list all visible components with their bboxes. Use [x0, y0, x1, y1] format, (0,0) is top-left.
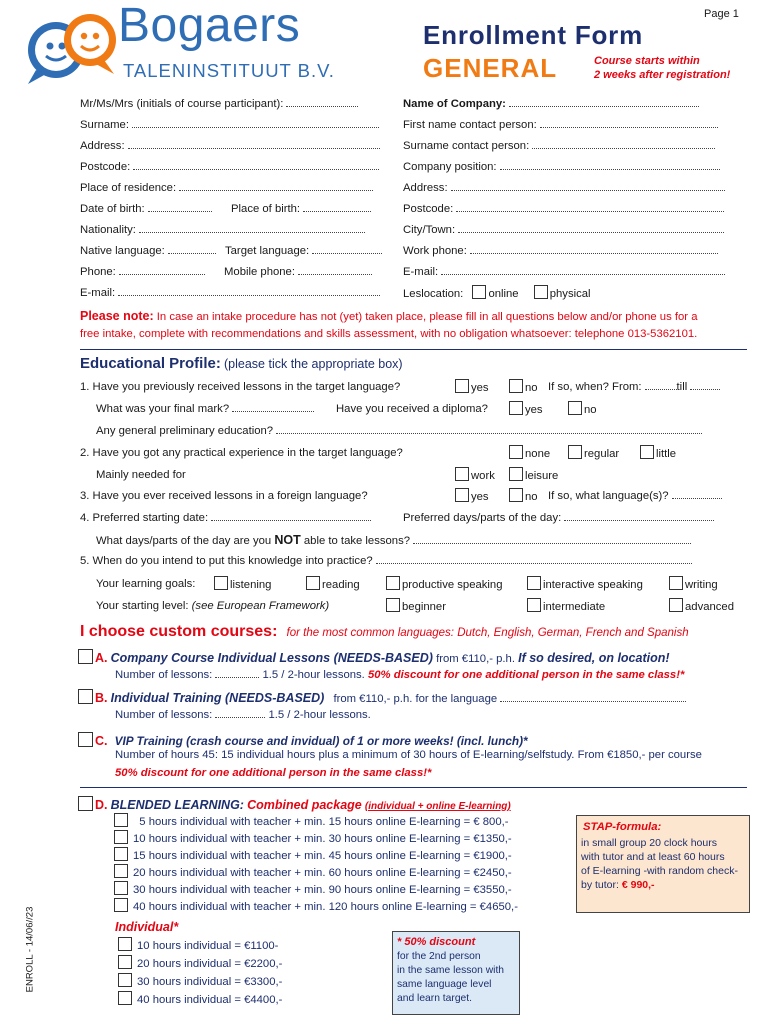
online-label: online: [488, 288, 519, 300]
goal-interactive-option[interactable]: [527, 576, 643, 591]
phone-field[interactable]: [80, 266, 205, 278]
address-field[interactable]: [80, 140, 380, 152]
q2-little-label: little: [656, 448, 677, 460]
course-a-hours: 1.5 / 2-hour lessons.: [262, 669, 365, 681]
q3-which-label: If so, what language(s)?: [548, 490, 669, 502]
blended-option-label: 15 hours individual with teacher + min. 45 hours online E-learning = €1900,-: [133, 850, 512, 862]
birthplace-label: Place of birth:: [231, 203, 301, 215]
birthplace-field[interactable]: [231, 203, 371, 215]
course-b-title: Individual Training (NEEDS-BASED): [110, 691, 325, 705]
q1-yes-option[interactable]: [455, 379, 489, 394]
discount-line: same language level: [397, 979, 492, 990]
blended-option-label: 5 hours individual with teacher + min. 15 hours online E-learning = € 800,-: [133, 816, 509, 828]
q5-field[interactable]: [80, 555, 692, 567]
q2-regular-option[interactable]: [568, 445, 619, 460]
form-title: Enrollment Form: [423, 20, 644, 50]
q1-general-label: Any general preliminary education?: [96, 425, 274, 437]
level-advanced-label: advanced: [685, 601, 734, 613]
goal-interactive-label: interactive speaking: [543, 579, 643, 591]
contact-surname-label: Surname contact person:: [403, 140, 530, 152]
course-b-letter: B.: [95, 691, 108, 705]
course-a-lessons-label: Number of lessons:: [115, 669, 213, 681]
q3-no-checkbox[interactable]: [509, 488, 523, 502]
q2-little-checkbox[interactable]: [640, 445, 654, 459]
location-label: Leslocation:: [403, 288, 464, 300]
blended-option-checkbox[interactable]: [114, 881, 128, 895]
q1-no-checkbox[interactable]: [509, 379, 523, 393]
q3-no-option[interactable]: [509, 488, 538, 503]
level-text: [96, 600, 329, 612]
level-intermediate-checkbox[interactable]: [527, 598, 541, 612]
form-code: ENROLL - 14/06//23: [24, 906, 36, 993]
q2-work-label: work: [471, 470, 495, 482]
course-a-price: from €110,- p.h.: [436, 653, 515, 665]
q1-diploma-yes-label: yes: [525, 404, 543, 416]
q3-text: 3. Have you ever received lessons in a foreign language?: [80, 490, 368, 502]
goal-reading-checkbox[interactable]: [306, 576, 320, 590]
level-advanced-option[interactable]: [669, 598, 734, 613]
stap-price-line: [581, 879, 655, 891]
q1-mark-field[interactable]: [96, 403, 314, 415]
blended-option-checkbox[interactable]: [114, 898, 128, 912]
company-position-field[interactable]: [403, 161, 720, 173]
company-name-field[interactable]: [403, 98, 699, 110]
level-intermediate-label: intermediate: [543, 601, 606, 613]
goal-writing-checkbox[interactable]: [669, 576, 683, 590]
level-advanced-checkbox[interactable]: [669, 598, 683, 612]
q2-none-option[interactable]: [509, 445, 550, 460]
native-language-label: Native language:: [80, 245, 165, 257]
course-b-price: from €110,- p.h. for the language: [333, 693, 498, 705]
blended-option-label: 10 hours individual with teacher + min. 30 hours online E-learning = €1350,-: [133, 833, 512, 845]
surname-field[interactable]: [80, 119, 379, 131]
courses-heading: [80, 623, 689, 641]
contact-surname-field[interactable]: [403, 140, 715, 152]
q1-till-label: till: [676, 381, 688, 393]
q1-diploma-yes-checkbox[interactable]: [509, 401, 523, 415]
individual-option-checkbox[interactable]: [118, 955, 132, 969]
q2-leisure-checkbox[interactable]: [509, 467, 523, 481]
goal-interactive-checkbox[interactable]: [527, 576, 541, 590]
stap-line: with tutor and at least 60 hours: [581, 851, 725, 863]
q1-no-option[interactable]: [509, 379, 538, 394]
blended-option[interactable]: [114, 813, 509, 828]
course-d-package-note: (individual + online E-learning): [364, 801, 511, 812]
profile-title: Educational Profile:: [80, 355, 221, 372]
level-note: (see European Framework): [191, 600, 330, 612]
company-position-label: Company position:: [403, 161, 497, 173]
course-a-lessons-input[interactable]: [215, 677, 259, 678]
course-c-letter: C.: [95, 734, 108, 748]
note-text-2: free intake, complete with recommendations and skills assessment, with no obligation whatsoever: telephone 013-5362101.: [80, 328, 698, 340]
birthdate-field[interactable]: [80, 203, 212, 215]
blended-option-label: 20 hours individual with teacher + min. 60 hours online E-learning = €2450,-: [133, 867, 512, 879]
page-number: Page 1: [704, 8, 739, 20]
discount-line: in the same lesson with: [397, 965, 505, 976]
course-b-lessons-label: Number of lessons:: [115, 709, 213, 721]
logo: [22, 6, 122, 88]
individual-title: Individual*: [115, 920, 179, 934]
discount-line: and learn target.: [397, 993, 472, 1004]
q2-regular-label: regular: [584, 448, 620, 460]
course-c-details: Number of hours 45: 15 individual hours plus a minimum of 30 hours of E-learning/selfstudy. From €1850,- per course: [115, 749, 702, 761]
q3-yes-label: yes: [471, 491, 489, 503]
q5-label: 5. When do you intend to put this knowledge into practice?: [80, 555, 373, 567]
q1-no-label: no: [525, 382, 538, 394]
note-label: Please note:: [80, 309, 154, 323]
individual-option-label: 30 hours individual = €3300,-: [137, 976, 283, 988]
course-c-checkbox[interactable]: [78, 732, 93, 747]
postcode-label: Postcode:: [80, 161, 131, 173]
blended-option-checkbox[interactable]: [114, 813, 128, 827]
company-address-label: Address:: [403, 182, 448, 194]
q2-leisure-label: leisure: [525, 470, 559, 482]
q2-work-checkbox[interactable]: [455, 467, 469, 481]
blended-option[interactable]: [114, 898, 518, 913]
q2-needed-label: Mainly needed for: [96, 469, 186, 481]
surname-label: Surname:: [80, 119, 129, 131]
phone-label: Phone:: [80, 266, 116, 278]
logo-name: Bogaers: [118, 0, 301, 52]
intake-note-line1: [80, 309, 697, 323]
q2-regular-checkbox[interactable]: [568, 445, 582, 459]
individual-option-checkbox[interactable]: [118, 991, 132, 1005]
q2-work-option[interactable]: [455, 467, 495, 482]
blended-option-checkbox[interactable]: [114, 847, 128, 861]
individual-option-checkbox[interactable]: [118, 973, 132, 987]
blended-option[interactable]: [114, 881, 512, 896]
q2-leisure-option[interactable]: [509, 467, 558, 482]
stap-title: STAP-formula:: [583, 821, 662, 833]
individual-option[interactable]: [118, 973, 282, 988]
q2-none-checkbox[interactable]: [509, 445, 523, 459]
goal-productive-checkbox[interactable]: [386, 576, 400, 590]
email-label: E-mail:: [80, 287, 116, 299]
courses-subtitle: for the most common languages: Dutch, English, German, French and Spanish: [286, 627, 689, 639]
discount-box: [392, 931, 520, 1015]
physical-label: physical: [549, 288, 591, 300]
course-b-lessons-row: [115, 709, 371, 721]
profile-subtitle: (please tick the appropriate box): [224, 357, 403, 371]
work-phone-label: Work phone:: [403, 245, 467, 257]
individual-option-label: 10 hours individual = €1100-: [137, 940, 279, 952]
course-d-title: BLENDED LEARNING:: [110, 798, 244, 812]
q1-when-field[interactable]: [548, 381, 720, 393]
q3-yes-option[interactable]: [455, 488, 489, 503]
course-c-title: VIP Training (crash course and invidual) of 1 or more weeks! (incl. lunch)*: [114, 734, 528, 748]
logo-speech-bubbles-icon: [22, 6, 122, 88]
q1-yes-label: yes: [471, 382, 489, 394]
blended-option-label: 40 hours individual with teacher + min. 120 hours online E-learning = €4650,-: [133, 901, 518, 913]
nationality-field[interactable]: [80, 224, 365, 236]
q1-diploma-no-option[interactable]: [568, 401, 597, 416]
individual-option-label: 20 hours individual = €2200,-: [137, 958, 283, 970]
course-a-checkbox[interactable]: [78, 649, 93, 664]
target-language-label: Target language:: [225, 245, 310, 257]
courses-title: I choose custom courses:: [80, 623, 278, 640]
goal-listening-option[interactable]: [214, 576, 271, 591]
start-note-line2: 2 weeks after registration!: [594, 69, 731, 81]
course-c-row: [78, 732, 528, 748]
address-label: Address:: [80, 140, 125, 152]
course-b-lessons-input[interactable]: [215, 717, 265, 718]
goal-listening-checkbox[interactable]: [214, 576, 228, 590]
q2-little-option[interactable]: [640, 445, 676, 460]
course-d-letter: D.: [95, 798, 108, 812]
q1-text: 1. Have you previously received lessons in the target language?: [80, 381, 401, 393]
q2-text: 2. Have you got any practical experience in the target language?: [80, 447, 403, 459]
birthdate-label: Date of birth:: [80, 203, 145, 215]
q4-not-emphasis: NOT: [274, 533, 301, 547]
mobile-field[interactable]: [224, 266, 372, 278]
nationality-label: Nationality:: [80, 224, 136, 236]
blended-option-checkbox[interactable]: [114, 864, 128, 878]
q1-diploma-no-checkbox[interactable]: [568, 401, 582, 415]
course-a-lessons-row: [115, 669, 684, 681]
individual-option[interactable]: [118, 991, 282, 1006]
q4-days-field[interactable]: [403, 512, 714, 524]
course-c-discount: 50% discount for one additional person in the same class!*: [115, 767, 432, 779]
physical-checkbox[interactable]: [534, 285, 548, 299]
course-a-row: [78, 649, 670, 665]
goal-productive-option[interactable]: [386, 576, 502, 591]
company-postcode-field[interactable]: [403, 203, 724, 215]
individual-option-label: 40 hours individual = €4400,-: [137, 994, 283, 1006]
company-address-field[interactable]: [403, 182, 725, 194]
q3-no-label: no: [525, 491, 538, 503]
q4-days-label: Preferred days/parts of the day:: [403, 512, 562, 524]
company-name-label: Name of Company:: [403, 98, 506, 110]
q4-unavailable-field[interactable]: [96, 533, 691, 547]
q4-start-label: 4. Preferred starting date:: [80, 512, 209, 524]
initials-label: Mr/Ms/Mrs (initials of course participant):: [80, 98, 284, 110]
contact-first-name-label: First name contact person:: [403, 119, 537, 131]
company-email-label: E-mail:: [403, 266, 439, 278]
company-email-field[interactable]: [403, 266, 725, 278]
course-a-title: Company Course Individual Lessons (NEEDS-BASED): [110, 651, 433, 665]
q1-diploma-label: Have you received a diploma?: [336, 403, 488, 415]
form-subtitle: GENERAL: [423, 53, 558, 83]
level-label: Your starting level:: [96, 600, 189, 612]
email-field[interactable]: [80, 287, 380, 299]
q2-none-label: none: [525, 448, 551, 460]
level-beginner-label: beginner: [402, 601, 446, 613]
target-language-field[interactable]: [225, 245, 382, 257]
initials-field[interactable]: [80, 98, 358, 110]
course-d-checkbox[interactable]: [78, 796, 93, 811]
q4-start-field[interactable]: [80, 512, 371, 524]
blended-option[interactable]: [114, 864, 512, 879]
goal-writing-label: writing: [685, 579, 718, 591]
level-beginner-option[interactable]: [386, 598, 446, 613]
course-b-hours: 1.5 / 2-hour lessons.: [268, 709, 371, 721]
course-d-package: Combined package: [247, 798, 362, 812]
goal-writing-option[interactable]: [669, 576, 718, 591]
start-note-line1: Course starts within: [594, 55, 700, 67]
course-d-row: [78, 796, 511, 812]
q1-when-label: If so, when? From:: [548, 381, 642, 393]
course-a-location: If so desired, on location!: [518, 651, 670, 665]
goals-label: Your learning goals:: [96, 578, 196, 590]
postcode-field[interactable]: [80, 161, 379, 173]
native-language-field[interactable]: [80, 245, 216, 257]
blended-option-label: 30 hours individual with teacher + min. 90 hours online E-learning = €3550,-: [133, 884, 512, 896]
logo-subtitle: TALENINSTITUUT B.V.: [123, 60, 335, 81]
mobile-label: Mobile phone:: [224, 266, 295, 278]
q4-unavailable-post: able to take lessons?: [303, 535, 411, 547]
q1-diploma-yes-option[interactable]: [509, 401, 543, 416]
level-intermediate-option[interactable]: [527, 598, 605, 613]
company-city-field[interactable]: [403, 224, 724, 236]
q3-which-field[interactable]: [548, 490, 722, 502]
q1-diploma-no-label: no: [584, 404, 597, 416]
q1-general-field[interactable]: [96, 425, 702, 437]
level-beginner-checkbox[interactable]: [386, 598, 400, 612]
course-b-language-input[interactable]: [500, 701, 686, 702]
q1-yes-checkbox[interactable]: [455, 379, 469, 393]
work-phone-field[interactable]: [403, 245, 718, 257]
location-field: [403, 285, 591, 300]
company-postcode-label: Postcode:: [403, 203, 454, 215]
goal-listening-label: listening: [230, 579, 272, 591]
blended-option-checkbox[interactable]: [114, 830, 128, 844]
discount-title: * 50% discount: [397, 936, 476, 948]
blended-option[interactable]: [114, 830, 512, 845]
contact-first-name-field[interactable]: [403, 119, 718, 131]
note-text-1: In case an intake procedure has not (yet) taken place, please fill in all questions below and/or phone us for a: [156, 311, 698, 323]
online-checkbox[interactable]: [472, 285, 486, 299]
stap-price: € 990,-: [621, 879, 655, 891]
divider: [80, 349, 747, 350]
stap-formula-box: [576, 815, 750, 913]
course-b-row: [78, 689, 686, 705]
discount-line: for the 2nd person: [397, 951, 481, 962]
individual-option-checkbox[interactable]: [118, 937, 132, 951]
courses-divider: [80, 787, 747, 788]
q4-unavailable-pre: What days/parts of the day are you: [96, 535, 272, 547]
course-a-letter: A.: [95, 651, 108, 665]
goal-productive-label: productive speaking: [402, 579, 503, 591]
profile-heading: [80, 355, 403, 372]
stap-line: by tutor:: [581, 879, 619, 891]
course-b-checkbox[interactable]: [78, 689, 93, 704]
course-a-discount: 50% discount for one additional person in the same class!*: [367, 669, 685, 681]
stap-line: in small group 20 clock hours: [581, 837, 717, 849]
company-city-label: City/Town:: [403, 224, 456, 236]
blended-option[interactable]: [114, 847, 512, 862]
individual-option[interactable]: [118, 937, 278, 952]
goal-reading-option[interactable]: [306, 576, 360, 591]
goal-reading-label: reading: [322, 579, 360, 591]
q3-yes-checkbox[interactable]: [455, 488, 469, 502]
residence-field[interactable]: [80, 182, 373, 194]
stap-line: of E-learning -with random check-: [581, 865, 738, 877]
individual-option[interactable]: [118, 955, 282, 970]
residence-label: Place of residence:: [80, 182, 177, 194]
q1-mark-label: What was your final mark?: [96, 403, 230, 415]
